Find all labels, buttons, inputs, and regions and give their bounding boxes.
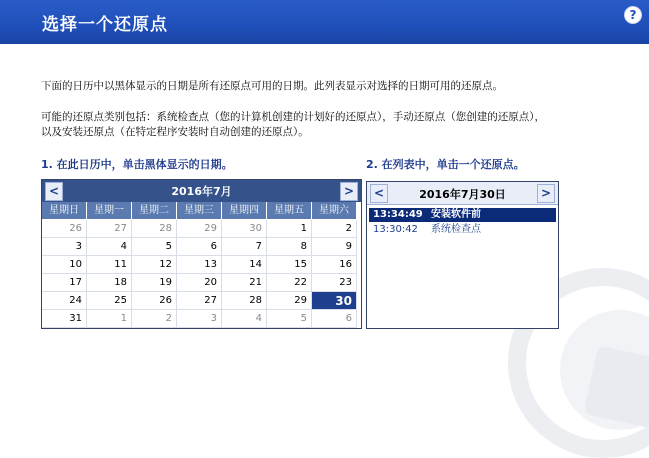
calendar-day[interactable]: 5 xyxy=(267,310,312,328)
calendar-day[interactable]: 4 xyxy=(87,238,132,256)
restore-point-time: 13:30:42 xyxy=(373,224,418,235)
calendar-day[interactable]: 6 xyxy=(312,310,357,328)
calendar-day[interactable]: 24 xyxy=(42,292,87,310)
calendar-day[interactable]: 10 xyxy=(42,256,87,274)
calendar-day[interactable]: 26 xyxy=(42,220,87,238)
restore-point-item[interactable] xyxy=(369,208,556,222)
intro-line-3: 以及安装还原点（在特定程序安装时自动创建的还原点）。 xyxy=(41,126,309,138)
calendar-day[interactable]: 19 xyxy=(132,274,177,292)
page-title: 选择一个还原点 xyxy=(42,15,168,35)
restore-point-description: 安装软件前 xyxy=(431,209,481,220)
calendar-day[interactable]: 18 xyxy=(87,274,132,292)
weekday-label: 星期日 xyxy=(42,202,87,219)
restore-point-time: 13:34:49 xyxy=(373,209,423,220)
weekday-label: 星期四 xyxy=(222,202,267,219)
calendar-day[interactable]: 5 xyxy=(132,238,177,256)
calendar-day[interactable]: 7 xyxy=(222,238,267,256)
weekday-label: 星期一 xyxy=(87,202,132,219)
step1-instruction: 1. 在此日历中，单击黑体显示的日期。 xyxy=(41,158,233,171)
calendar-day[interactable]: 27 xyxy=(87,220,132,238)
restore-point-item[interactable] xyxy=(369,223,556,237)
calendar-day[interactable]: 22 xyxy=(267,274,312,292)
calendar-day[interactable]: 27 xyxy=(177,292,222,310)
restore-point-description: 系统检查点 xyxy=(431,224,481,235)
title-bar xyxy=(0,0,649,44)
calendar-day[interactable]: 1 xyxy=(267,220,312,238)
calendar xyxy=(41,179,362,329)
calendar-next-month-button[interactable]: > xyxy=(340,182,358,201)
calendar-day[interactable]: 4 xyxy=(222,310,267,328)
calendar-day[interactable]: 9 xyxy=(312,238,357,256)
calendar-day[interactable]: 26 xyxy=(132,292,177,310)
calendar-day[interactable]: 3 xyxy=(42,238,87,256)
weekday-label: 星期六 xyxy=(312,202,357,219)
list-prev-day-button[interactable]: < xyxy=(370,184,388,203)
calendar-header xyxy=(42,180,361,202)
calendar-day[interactable]: 3 xyxy=(177,310,222,328)
calendar-prev-month-button[interactable]: < xyxy=(45,182,63,201)
calendar-day[interactable]: 11 xyxy=(87,256,132,274)
calendar-day[interactable]: 16 xyxy=(312,256,357,274)
weekday-label: 星期二 xyxy=(132,202,177,219)
intro-line-2: 可能的还原点类别包括：系统检查点（您的计算机创建的计划好的还原点），手动还原点（您创建的还原点）， xyxy=(41,111,545,123)
calendar-day[interactable]: 8 xyxy=(267,238,312,256)
weekday-label: 星期五 xyxy=(267,202,312,219)
calendar-day[interactable]: 28 xyxy=(132,220,177,238)
calendar-day[interactable]: 6 xyxy=(177,238,222,256)
calendar-day[interactable]: 23 xyxy=(312,274,357,292)
calendar-month-label: 2016年7月 xyxy=(171,185,232,198)
calendar-day[interactable]: 20 xyxy=(177,274,222,292)
restore-point-list xyxy=(366,181,559,329)
intro-line-1: 下面的日历中以黑体显示的日期是所有还原点可用的日期。此列表显示对选择的日期可用的还原点。 xyxy=(41,80,503,92)
list-date-label: 2016年7月30日 xyxy=(419,188,506,201)
calendar-day[interactable]: 31 xyxy=(42,310,87,328)
calendar-day[interactable]: 2 xyxy=(132,310,177,328)
step2-instruction: 2. 在列表中，单击一个还原点。 xyxy=(366,158,525,171)
calendar-day[interactable]: 2 xyxy=(312,220,357,238)
help-icon[interactable]: ? xyxy=(624,6,642,24)
calendar-day-selected[interactable]: 30 xyxy=(312,292,357,310)
calendar-day[interactable]: 13 xyxy=(177,256,222,274)
calendar-day[interactable]: 12 xyxy=(132,256,177,274)
weekday-label: 星期三 xyxy=(177,202,222,219)
calendar-day[interactable]: 29 xyxy=(267,292,312,310)
calendar-day[interactable]: 30 xyxy=(222,220,267,238)
calendar-day[interactable]: 29 xyxy=(177,220,222,238)
calendar-day[interactable]: 28 xyxy=(222,292,267,310)
list-next-day-button[interactable]: > xyxy=(537,184,555,203)
calendar-day[interactable]: 1 xyxy=(87,310,132,328)
calendar-day[interactable]: 14 xyxy=(222,256,267,274)
calendar-day[interactable]: 25 xyxy=(87,292,132,310)
calendar-day[interactable]: 15 xyxy=(267,256,312,274)
list-header xyxy=(367,182,558,205)
calendar-day[interactable]: 21 xyxy=(222,274,267,292)
calendar-day[interactable]: 17 xyxy=(42,274,87,292)
